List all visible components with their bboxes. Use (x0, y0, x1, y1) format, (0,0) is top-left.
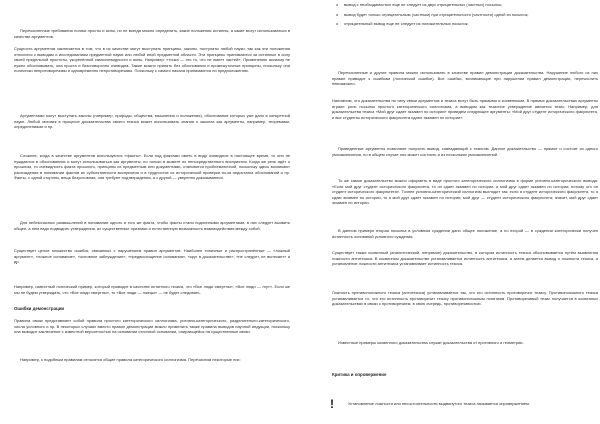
right-heading-critique: Критика и опровержение (332, 372, 387, 377)
bullet-icon: o (336, 2, 339, 7)
bullet-icon: o (336, 11, 339, 17)
list-item: o вывод с необходимостью еще не следует из двух отрицательных (частных) посылок; (336, 2, 503, 7)
left-paragraph-4: Сложнее, когда в качестве аргументов используются «факты». Если под фактами иметь в виду очевидное в настоящее время, то они не нуждаются в обоснованиях и могут использоваться как аргументы; но только в момент их непосредственного восприятия. Когда же речь идёт о прошлом, то очевидность факта прошлого, принципы их предметным или документами, становится проблематичной, поскольку здесь возникают расхождения в понимании фактов их субъективности восприятия и в трудностях их исторической проверки из-за недостатка обоснований и пр. Факты, с одной стороны, вещь безусловная, они требуют подтверждения, а с другой — уверенно доказываются. (14, 153, 290, 181)
right-paragraph-4: То же самое доказательство можно оформить в виде простого категорического силлогизма в форме условно-категорического вывода: «Если мой друг студент исторического факультета, то он сдает экзамен по истории, и мой друг сдает экзамен по истории, потому что он студент исторического факультета». Точнее условно-категорический силлогизм выглядит так: если я студент исторического факультета, то я сдаю экзамен по истории, то я мой друг сдает экзамен по истории; мой друг — студент исторического факультета; значит, мой друг сдает экзамен по истории. (332, 178, 598, 206)
left-paragraph-8: Правила связи представляют собой правила простого категорического силлогизма, условно-категорического, разделительно-категорического, числа условного и пр. В некоторых случаях вместо правил демонстрации можно применить также правила выводов научной индукции, поскольку она выводит заключение с известной вероятностью на основании отличной основании, опирающейся на существенные связи. (14, 318, 290, 335)
rules-list (332, 2, 598, 27)
left-paragraph-3: Аргументами могут выступать законы (например, природы, общества, мышления и положения), обоснование которых уже дано в конкретной науке. Любой человек в процессе доказательства своего тезиса может использовать знания о законах как аргументы, например, теоремами, определениями и пр. (14, 113, 290, 130)
exclamation-mark: ! (330, 397, 334, 411)
right-paragraph-6: Существует также косвенный (аналитический, непрямое) доказательство, в котором истинность тезиса обосновывается путём выявления ложности антитезиса. В косвенном доказательстве устанавливается истинность антитезиса, а затем делается вывод о ложности тезиса, а установление ложности антитезиса устанавливает истинность тезиса. (332, 250, 598, 267)
left-paragraph-9: Например, к подобным правилам относятся общие правила категорического силлогизма. Перечислим некоторые них: (20, 357, 241, 362)
left-paragraph-6: Существует целое множество ошибок, связанных с нарушением правил аргументов. Наиболее типичные и распространённые — «ложный аргумент», «ложное основание», «основное заблуждение», «предвосхищение основания», «круг в доказательстве», «не следует, не вытекает» и др. (14, 248, 290, 265)
bullet-icon: o (336, 21, 339, 27)
right-paragraph-1: Перечисленные и другие правила можно использовать в качестве правил демонстрации доказательства. Нарушение любого из них правил приводит к ошибкам (логической ошибке). Все ошибки, возникающие при нарушении правил демонстрации, перечислить невозможно. (332, 70, 598, 87)
right-paragraph-8: Известные примеры косвенного доказательства служат доказательства от противного и геометрии. (338, 340, 524, 345)
right-paragraph-7: Ложность противоположного тезиса (антитезиса) устанавливается так, что его истинность противоречит тезису. Противоположного тезиса устанавливается то, что его истинность противоречит тезису противоположным понятиям. Противоречивый тезис получается в косвенных доказательствах в связи с противоречием, в свою очередь, противоречивостью. (332, 290, 598, 307)
right-paragraph-5: В данном примере вторая посылка в условном суждении дано общее положение, а по второй — в суждении категорически получен истинность оснований условного суждения. (332, 228, 598, 239)
left-paragraph-2: Сущность аргументов заключается в том, что в их качестве могут выступать принципы, законы, постулаты любой науки, так как эти положения относятся к выводам и исследованиям предметной науки или любой иной предметной области. Эти принципы принимаются за истинные в силу своей предельной простоты, укоренённой самоочевидности и ясны. Например: «точка — это то, что не имеет частей». Применению аксиому не нужно обосновывать, она проста и безоговорочно очевидна. Также можно принять без обоснования и промежуточные принципы, поскольку они логически непротиворечивы и одновременно непротиворечивы. Поскольку с самого начала принимаются по предположению. (14, 46, 290, 74)
right-paragraph-9: Установление ложности или несостоятельности выдвинутого тезиса называется опровержением. (348, 401, 530, 406)
left-paragraph-5: Для небезопасных размышлений в понимании одного и того же факта, чтобы факты стали подлинными аргументами, в них следует выявить общее, а нем надо подводить утверждения, их существенные признаки и естественную возможность взаимодействия между собой. (14, 220, 290, 231)
right-paragraph-3: Приведенные аргументы позволяют получить вывод, совпадающий с тезисом. Данное доказательство — прямое и состоит из одного умозаключения, но в общем случае оно может состоять и из нескольких умозаключений. (332, 146, 598, 157)
list-item: o вывод будет только отрицательным (частным) при отрицательности (частности) одной из посылок; (336, 11, 529, 17)
left-paragraph-1: Перечисленные требования логики просты и ясны, но не всегда можно определить, какие положения истинны, а какие могут использоваться в качестве аргументов. (14, 28, 290, 39)
right-paragraph-2: Напомним, что доказательства по типу связи аргументов и тезиса могут быть прямыми и косвенными. В прямых доказательствах аргументы играют роль посылок простого категорического силлогизма, а выводом как тезисное утверждение является тезис. Например, для доказательства тезиса «Мой друг сдает экзамен по истории» приведем следующее аргументы: «Мой друг студент исторического факультета, и все студенты исторического факультета сдают экзамен по истории». (332, 98, 598, 120)
list-item: o отрицательный вывод еще не следует из положительных посылок. (336, 21, 469, 27)
left-heading-errors: Ошибки демонстрации (14, 306, 65, 311)
left-paragraph-7: Например, известный логический пример, который приводит в качестве истинного тезиса, что «Все люди смертны», «Все люди — лгут». Если же мы не будем утверждать, что «Все люди смертны», то «Все люди — лжецы» — не будет следовать. (14, 284, 290, 295)
